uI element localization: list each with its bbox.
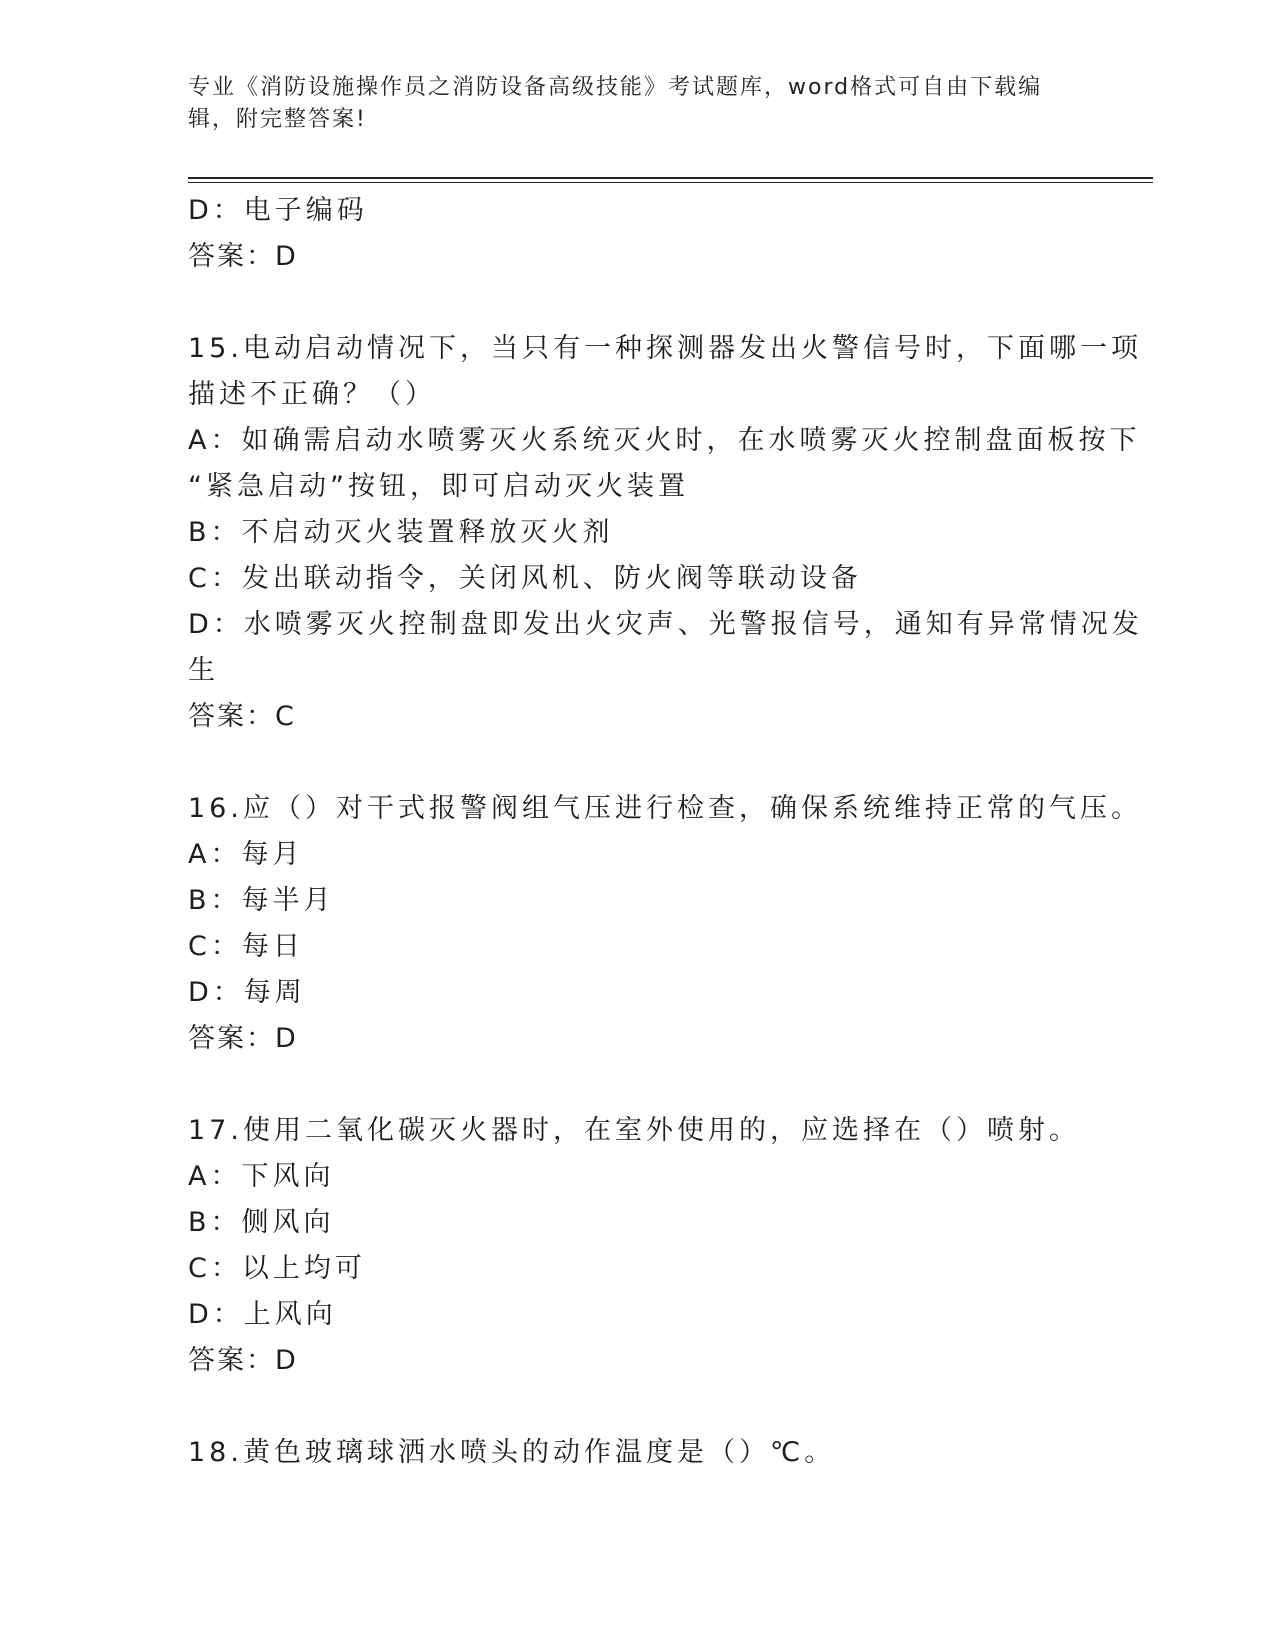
answer: 答案：D (188, 1345, 298, 1376)
question-stem: 15.电动启动情况下，当只有一种探测器发出火警信号时，下面哪一项 (188, 333, 1142, 364)
question-17 (188, 1108, 1088, 1384)
question-18 (188, 1430, 1088, 1476)
option-b: B：侧风向 (188, 1207, 335, 1238)
answer: 答案：C (188, 701, 296, 732)
option-c: C：每日 (188, 931, 304, 962)
question-16 (188, 786, 1142, 1062)
spacer (188, 280, 1088, 326)
option-d-continued: 生 (188, 655, 219, 686)
option-a: A：下风向 (188, 1161, 335, 1192)
option-b: B：不启动灭火装置释放灭火剂 (188, 517, 614, 548)
document-header (188, 72, 1078, 136)
header-line-1: 专业《消防设施操作员之消防设备高级技能》考试题库，word格式可自由下载编 (188, 75, 1043, 100)
option-a: A：如确需启动水喷雾灭火系统灭火时，在水喷雾灭火控制盘面板按下 (188, 425, 1141, 456)
option-a-continued: “紧急启动”按钮，即可启动灭火装置 (188, 471, 689, 502)
option-c: C：以上均可 (188, 1253, 366, 1284)
question-15 (188, 326, 1143, 740)
answer: 答案：D (188, 1023, 298, 1054)
option-a: A：每月 (188, 839, 304, 870)
option-d: D：上风向 (188, 1299, 337, 1330)
option-b: B：每半月 (188, 885, 335, 916)
spacer (188, 1062, 1088, 1108)
spacer (188, 740, 1088, 786)
question-stem: 17.使用二氧化碳灭火器时，在室外使用的，应选择在（）喷射。 (188, 1115, 1080, 1146)
question-stem: 16.应（）对干式报警阀组气压进行检查，确保系统维持正常的气压。 (188, 793, 1142, 824)
option-c: C：发出联动指令，关闭风机、防火阀等联动设备 (188, 563, 862, 594)
answer: 答案：D (188, 241, 298, 272)
question-stem-continued: 描述不正确？（） (188, 379, 436, 410)
option-d: D：电子编码 (188, 195, 368, 226)
question-stem: 18.黄色玻璃球洒水喷头的动作温度是（）℃。 (188, 1437, 836, 1468)
option-d: D：每周 (188, 977, 306, 1008)
header-divider-thick (188, 177, 1153, 179)
spacer (188, 1384, 1088, 1430)
question-list (188, 188, 1143, 1476)
option-d: D：水喷雾灭火控制盘即发出火灾声、光警报信号，通知有异常情况发 (188, 609, 1143, 640)
header-divider-thin (188, 182, 1153, 183)
header-line-2: 辑，附完整答案! (188, 107, 367, 132)
